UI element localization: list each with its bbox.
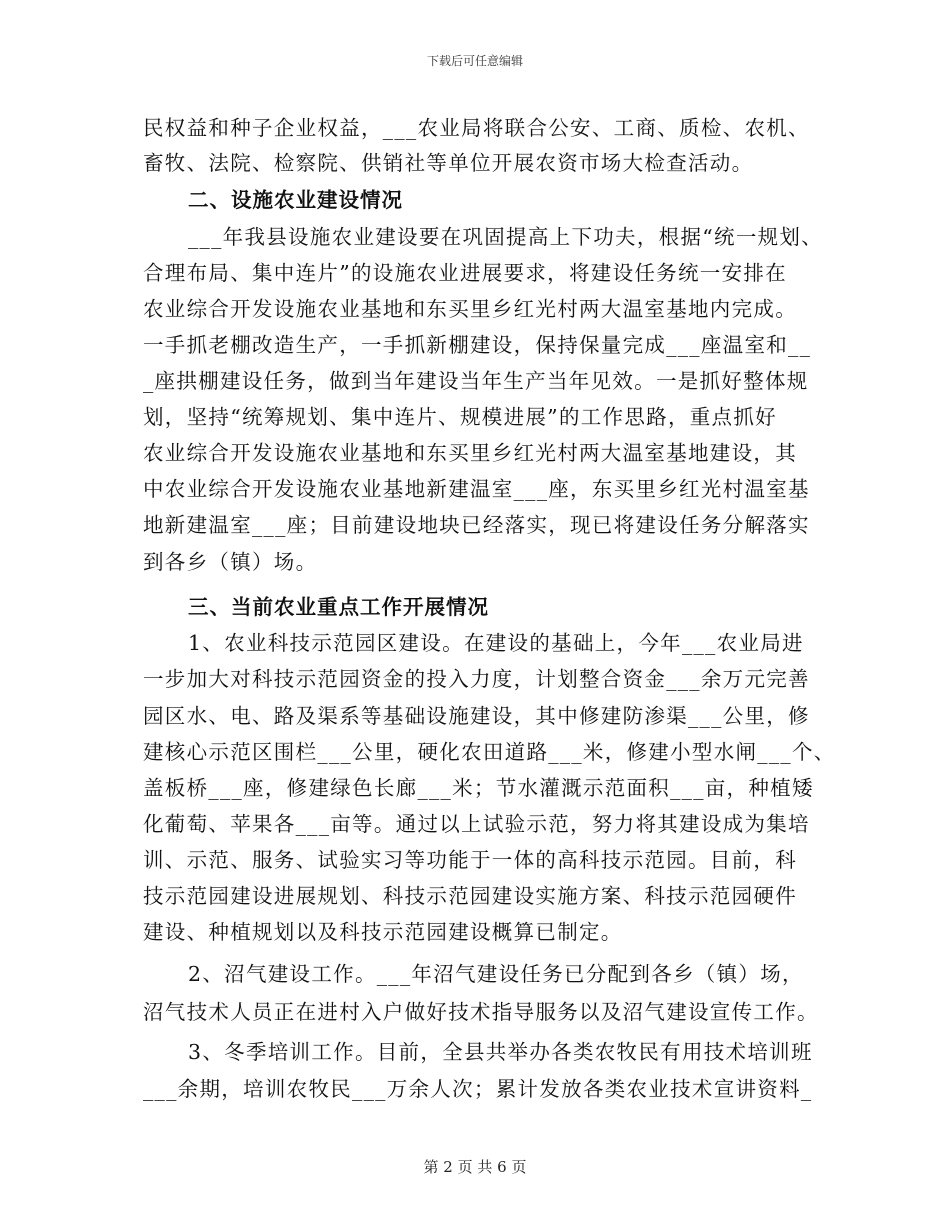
body-line: 建核心示范区围栏___公里，硬化农田道路___米，修建小型水闸___个、 [143, 740, 836, 764]
body-line: 技示范园建设进展规划、科技示范园建设实施方案、科技示范园硬件 [143, 884, 797, 908]
body-line: 1、农业科技示范园区建设。在建设的基础上，今年___农业局进 [188, 631, 804, 655]
page-header: 下载后可任意编辑 [426, 54, 523, 68]
body-line: 3、冬季培训工作。目前，全县共举办各类农牧民有用技术培训班 [188, 1040, 813, 1064]
body-line: 一手抓老棚改造生产，一手抓新棚建设，保持保量完成___座温室和__ [143, 333, 812, 357]
body-line: 化葡萄、苹果各___亩等。通过以上试验示范，努力将其建设成为集培 [143, 812, 810, 836]
body-line: 畜牧、法院、检察院、供销社等单位开展农资市场大检查活动。 [143, 151, 754, 175]
section-heading: 二、设施农业建设情况 [188, 188, 403, 212]
body-line: 训、示范、服务、试验实习等功能于一体的高科技示范园。目前，科 [143, 848, 797, 872]
body-line: 建设、种植规划以及科技示范园建设概算已制定。 [143, 920, 623, 944]
body-line: 划，坚持“统筹规划、集中连片、规模进展”的工作思路，重点抓好 [143, 405, 777, 429]
body-line: _座拱棚建设任务，做到当年建设当年生产当年见效。一是抓好整体规 [143, 369, 809, 393]
body-line: 合理布局、集中连片”的设施农业进展要求，将建设任务统一安排在 [143, 261, 787, 285]
body-line: 民权益和种子企业权益，___农业局将联合公安、工商、质检、农机、 [143, 116, 810, 140]
body-line: 一步加大对科技示范园资金的投入力度，计划整合资金___余万元完善 [143, 667, 810, 691]
body-line: 农业综合开发设施农业基地和东买里乡红光村两大温室基地内完成。 [143, 297, 797, 321]
body-line: 地新建温室___座；目前建设地块已经落实，现已将建设任务分解落实 [143, 513, 810, 537]
page-footer: 第 2 页 共 6 页 [423, 1158, 527, 1176]
body-line: 盖板桥___座，修建绿色长廊___米；节水灌溉示范面积___亩，种植矮 [143, 776, 814, 800]
body-line: 中农业综合开发设施农业基地新建温室___座，东买里乡红光村温室基 [143, 477, 810, 501]
body-line: 2、沼气建设工作。___年沼气建设任务已分配到各乡（镇）场， [188, 962, 804, 986]
body-line: 沼气技术人员正在进村入户做好技术指导服务以及沼气建设宣传工作。 [143, 1000, 819, 1024]
body-line: 园区水、电、路及渠系等基础设施建设，其中修建防渗渠___公里，修 [143, 704, 810, 728]
body-line: 到各乡（镇）场。 [143, 550, 318, 574]
body-line: 农业综合开发设施农业基地和东买里乡红光村两大温室基地建设，其 [143, 441, 797, 465]
section-heading: 三、当前农业重点工作开展情况 [188, 595, 489, 619]
body-line: ___余期，培训农牧民___万余人次；累计发放各类农业技术宣讲资料_ [143, 1077, 813, 1101]
body-line: ___年我县设施农业建设要在巩固提高上下功夫，根据“统一规划、 [188, 225, 824, 249]
